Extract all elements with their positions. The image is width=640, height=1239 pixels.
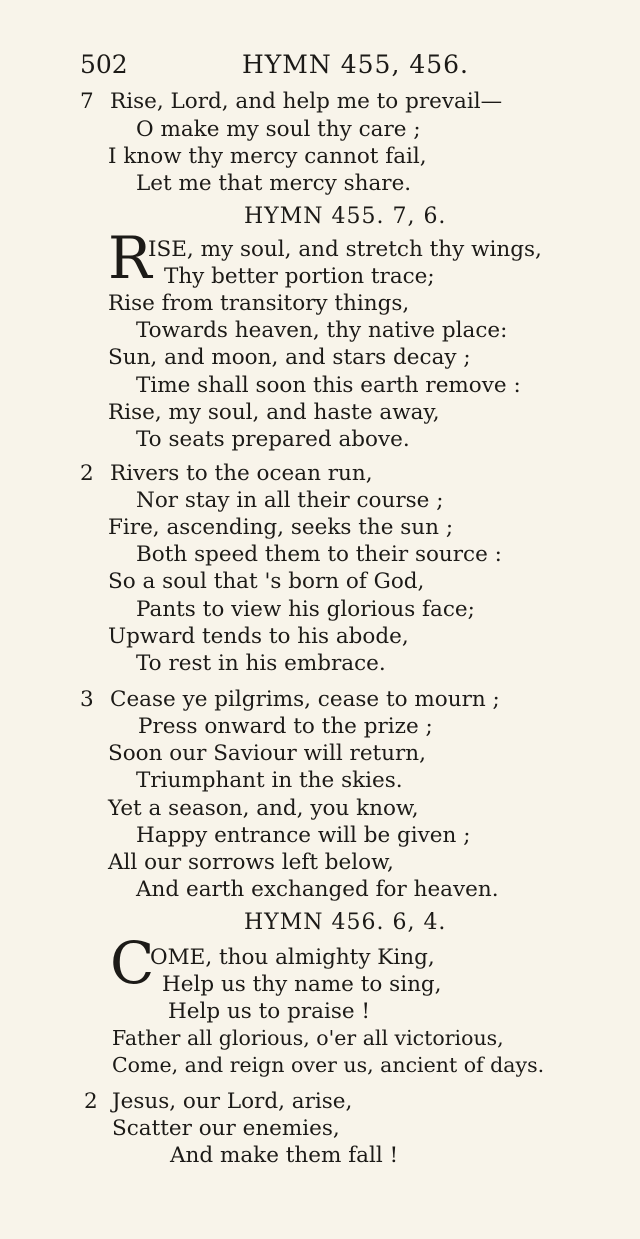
verse-line: Fire, ascending, seeks the sun ; bbox=[108, 515, 454, 540]
verse-line: Rise, my soul, and haste away, bbox=[108, 400, 440, 425]
drop-cap: C bbox=[110, 929, 155, 997]
hymn-title: HYMN 455. 7, 6. bbox=[244, 204, 447, 229]
verse-line: And earth exchanged for heaven. bbox=[136, 877, 499, 902]
verse-line: Come, and reign over us, ancient of days. bbox=[112, 1053, 545, 1077]
verse-line: Let me that mercy share. bbox=[136, 171, 412, 196]
verse-line: Time shall soon this earth remove : bbox=[136, 373, 521, 398]
verse-line: Rise, Lord, and help me to prevail— bbox=[110, 89, 503, 114]
verse-line: Help us to praise ! bbox=[168, 999, 371, 1024]
verse-line: Both speed them to their source : bbox=[136, 542, 502, 567]
verse-line: ISE, my soul, and stretch thy wings, bbox=[148, 237, 542, 262]
verse-number: 2 bbox=[80, 461, 94, 486]
verse-line: So a soul that 's born of God, bbox=[108, 569, 425, 594]
verse-line: Nor stay in all their course ; bbox=[136, 488, 444, 513]
verse-line: Scatter our enemies, bbox=[112, 1116, 340, 1141]
verse-line: All our sorrows left below, bbox=[108, 850, 394, 875]
verse-line: Upward tends to his abode, bbox=[108, 624, 409, 649]
verse-line: Jesus, our Lord, arise, bbox=[112, 1089, 353, 1114]
verse-line: To seats prepared above. bbox=[136, 427, 410, 452]
verse-line: Press onward to the prize ; bbox=[138, 714, 433, 739]
verse-line: Rise from transitory things, bbox=[108, 291, 410, 316]
page-header bbox=[80, 50, 600, 82]
verse-number: 2 bbox=[84, 1089, 98, 1114]
verse-line: Father all glorious, o'er all victorious, bbox=[112, 1026, 504, 1050]
verse-line: Rivers to the ocean run, bbox=[110, 461, 373, 486]
verse-number: 7 bbox=[80, 89, 94, 114]
verse-line: Happy entrance will be given ; bbox=[136, 823, 471, 848]
verse-line: Soon our Saviour will return, bbox=[108, 741, 426, 766]
verse-number: 3 bbox=[80, 687, 94, 712]
verse-line: Triumphant in the skies. bbox=[136, 768, 403, 793]
verse-line: Thy better portion trace; bbox=[164, 264, 435, 289]
verse-line: O make my soul thy care ; bbox=[136, 117, 421, 142]
drop-cap: R bbox=[108, 224, 152, 292]
verse-line: Towards heaven, thy native place: bbox=[136, 318, 508, 343]
verse-line: Cease ye pilgrims, cease to mourn ; bbox=[110, 687, 500, 712]
page-number: 502 bbox=[80, 50, 128, 79]
verse-line: Pants to view his glorious face; bbox=[136, 597, 475, 622]
verse-line: OME, thou almighty King, bbox=[150, 945, 435, 970]
verse-line: Help us thy name to sing, bbox=[162, 972, 442, 997]
verse-line: To rest in his embrace. bbox=[136, 651, 386, 676]
verse-line: I know thy mercy cannot fail, bbox=[108, 144, 427, 169]
verse-line: Sun, and moon, and stars decay ; bbox=[108, 345, 471, 370]
verse-line: And make them fall ! bbox=[170, 1143, 399, 1168]
running-head: HYMN 455, 456. bbox=[242, 50, 470, 79]
verse-line: Yet a season, and, you know, bbox=[108, 796, 419, 821]
hymn-title: HYMN 456. 6, 4. bbox=[244, 910, 447, 935]
